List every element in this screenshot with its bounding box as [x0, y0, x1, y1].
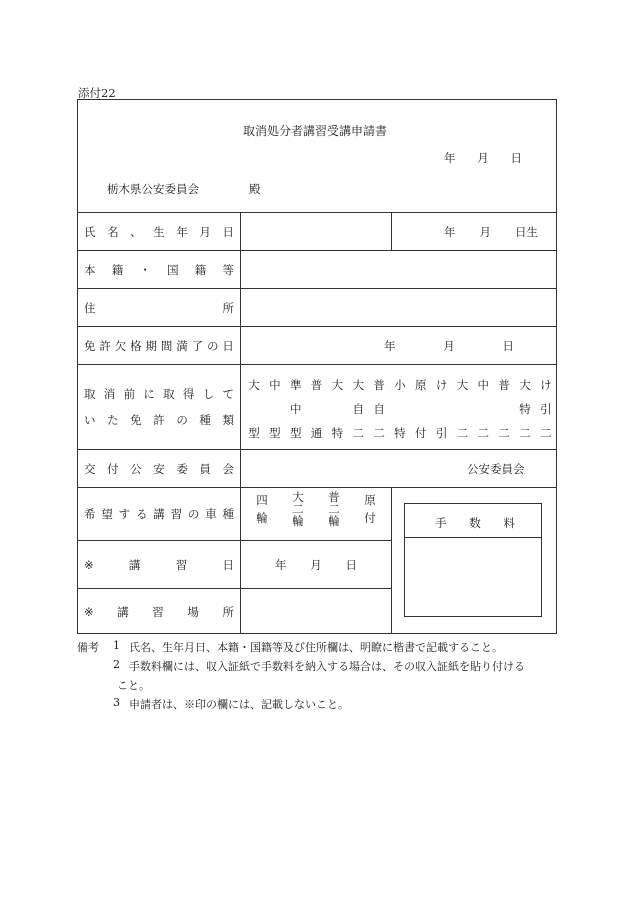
rule [77, 326, 557, 327]
license-type-char: 二 [373, 426, 385, 440]
license-type-char: け [540, 378, 552, 392]
form-date: 年 月 日 [444, 151, 522, 165]
license-type-char: 引 [540, 402, 552, 416]
license-type-char: 特 [394, 426, 406, 440]
address-label: 住 所 [84, 301, 234, 315]
rule [77, 250, 557, 251]
issuing-commission-value: 公安委員会 [467, 462, 525, 476]
rule [77, 487, 557, 488]
class-option-moped: 原 付 [364, 493, 376, 525]
license-type-char: 特 [519, 402, 531, 416]
form-title: 取消処分者講習受講申請書 [242, 124, 387, 138]
license-type-char: 型 [248, 426, 260, 440]
rule [77, 540, 391, 541]
license-type-char [415, 401, 427, 417]
license-type-char: 型 [269, 426, 281, 440]
license-type-char [269, 401, 281, 417]
note-number: 1 [113, 639, 120, 652]
license-type-char: 自 [373, 402, 385, 416]
rule [77, 364, 557, 365]
license-type-char [498, 401, 510, 417]
license-type-char: 特 [331, 426, 344, 440]
fee-divider [391, 487, 392, 634]
disqualification-end-date: 年 月 日 [384, 339, 514, 353]
desired-course-label: 希 望 す る 講 習 の 車 種 [84, 507, 234, 521]
honorific: 殿 [249, 182, 261, 196]
rule [77, 212, 557, 213]
license-type-char: 通 [310, 426, 323, 440]
license-type-char: 原 [415, 378, 427, 392]
license-type-char [311, 401, 323, 417]
addressee: 栃木県公安委員会 [107, 182, 199, 196]
license-types-row2 [248, 401, 552, 417]
note-number: 3 [113, 696, 120, 709]
class-option-regular-2-wheel: 普 二 輪 [328, 490, 340, 528]
license-type-char: 引 [435, 426, 448, 440]
class-option-large-2-wheel: 大 二 輪 [292, 490, 304, 528]
note-text: 申請者は、※印の欄には、記載しないこと。 [129, 698, 349, 711]
birth-divider [391, 212, 392, 250]
license-type-char: 二 [498, 426, 510, 440]
license-type-char: 大 [331, 378, 344, 392]
license-type-char: 普 [373, 378, 385, 392]
license-type-char: 中 [289, 402, 302, 416]
notes-heading: 備考 [77, 641, 99, 654]
license-type-char: 大 [456, 378, 469, 392]
license-type-char: 大 [352, 378, 364, 392]
license-type-char: け [435, 378, 448, 392]
license-type-char: 二 [477, 426, 490, 440]
course-place-label: ※ 講 習 場 所 [84, 605, 234, 619]
license-type-char [456, 401, 468, 417]
note-text: 氏名、生年月日、本籍・国籍等及び住所欄は、明瞭に楷書で記載すること。 [129, 641, 503, 654]
class-option-4-wheel: 四 輪 [256, 493, 268, 525]
note-text: 手数料欄には、収入証紙で手数料を納入する場合は、その収入証紙を貼り付ける [129, 660, 525, 673]
course-date-label: ※ 講 習 日 [84, 558, 234, 572]
license-type-char: 小 [394, 378, 406, 392]
note-number: 2 [113, 658, 120, 671]
license-type-char: 付 [415, 426, 427, 440]
rule [77, 288, 557, 289]
license-type-char: 普 [498, 378, 510, 392]
license-type-char [477, 401, 489, 417]
license-type-char: 二 [519, 426, 531, 440]
birth-date-suffix: 年 月 日生 [444, 225, 538, 239]
fee-box-divider [404, 537, 542, 538]
attachment-label: 添付22 [78, 86, 116, 100]
note-text-continued: こと。 [117, 679, 150, 692]
domicile-label: 本 籍 ・ 国 籍 等 [84, 263, 234, 277]
license-type-char [331, 401, 343, 417]
license-type-char: 二 [456, 426, 469, 440]
rule [77, 588, 391, 589]
license-type-char [436, 401, 448, 417]
label-divider [240, 212, 241, 634]
license-type-char: 大 [519, 378, 531, 392]
license-type-char: 二 [352, 426, 364, 440]
license-types-row1 [248, 377, 552, 393]
rule [77, 449, 557, 450]
prior-license-label-line2: い た 免 許 の 種 類 [84, 413, 234, 427]
name-birth-label: 氏 名 、 生 年 月 日 [84, 225, 234, 239]
license-type-char: 二 [540, 426, 552, 440]
license-type-char: 自 [352, 402, 364, 416]
fee-label: 手 数 料 [435, 516, 515, 530]
issuing-commission-label: 交 付 公 安 委 員 会 [84, 462, 234, 476]
license-type-char: 準 [289, 378, 302, 392]
license-type-char: 中 [269, 378, 281, 392]
license-type-char: 大 [248, 378, 260, 392]
course-date-value: 年 月 日 [275, 558, 357, 572]
license-type-char [248, 401, 260, 417]
license-type-char: 普 [310, 378, 323, 392]
license-type-char: 型 [289, 426, 302, 440]
disqualification-end-label: 免 許 欠 格 期 間 満 了 の 日 [84, 339, 234, 353]
license-type-char: 中 [477, 378, 490, 392]
license-types-row3 [248, 425, 552, 441]
license-type-char [394, 401, 406, 417]
prior-license-label-line1: 取 消 前 に 取 得 し て [84, 387, 234, 401]
